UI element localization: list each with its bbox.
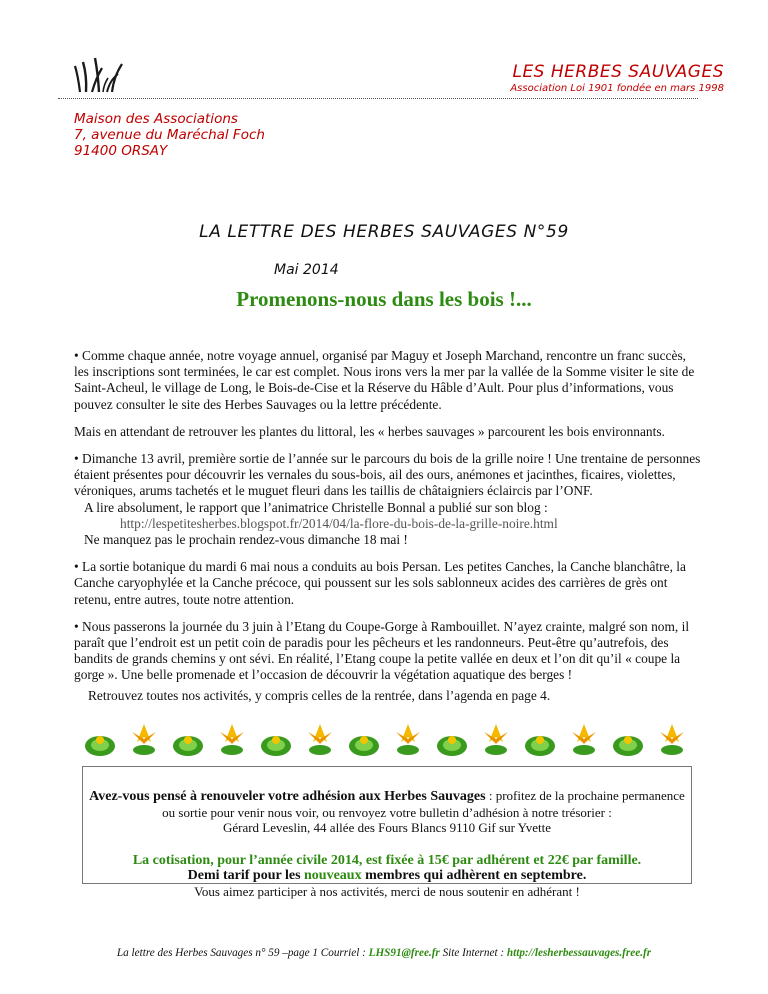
paragraph-sortie-juin: • Nous passerons la journée du 3 juin à l’Etang du Coupe-Gorge à Rambouillet. N’ayez crainte, malgré son nom, il paraît que l’endroit est un petit coin de paradis pour les pêcheurs et les randonneurs. Peut-être qu’autrefois, des bandits de grands chemins y ont sévi. En réalité, l’Etang coupe la petite vallée en deux et l’on dit qu’il « coupe la gorge ». Une belle promenade et l’occasion de découvrir la végétation aquatique des berges !: [74, 618, 690, 683]
next-meeting: Ne manquez pas le prochain rendez-vous dimanche 18 mai !: [84, 532, 408, 548]
yellow-flower-icon: [572, 724, 596, 755]
blog-mention: A lire absolument, le rapport que l’animatrice Christelle Bonnal a publié sur son blog :: [84, 499, 548, 515]
leaf-pad-icon: [349, 736, 379, 756]
org-subtitle: Association Loi 1901 fondée en mars 1998: [510, 83, 724, 94]
yellow-flower-icon: [484, 724, 508, 755]
cotisation-text: La cotisation, pour l’année civile 2014, est fixée à 15€ par adhérent et 22€ par famille.: [132, 852, 642, 868]
leaf-pad-icon: [613, 736, 643, 756]
flower-border-icon: [82, 720, 692, 758]
footer-email[interactable]: LHS91@free.fr: [368, 947, 440, 959]
half-price-b: membres qui adhèrent en septembre.: [361, 868, 587, 883]
half-price-new: nouveaux: [304, 868, 362, 883]
yellow-flower-icon: [220, 724, 244, 755]
address-block: [74, 111, 265, 159]
letter-body: [74, 348, 702, 695]
letter-title: LA LETTRE DES HERBES SAUVAGES N°59: [199, 222, 569, 242]
leaf-pad-icon: [173, 736, 203, 756]
yellow-flower-icon: [396, 724, 420, 755]
letter-date: Mai 2014: [274, 262, 339, 278]
support-text: Vous aimez participer à nos activités, merci de nous soutenir en adhérant !: [194, 883, 580, 899]
page-footer: [0, 947, 768, 959]
address-line: 91400 ORSAY: [74, 143, 168, 159]
half-price-text: [83, 868, 691, 884]
leaf-pad-icon: [85, 736, 115, 756]
yellow-flower-icon: [132, 724, 156, 755]
paragraph-voyage: • Comme chaque année, notre voyage annuel, organisé par Maguy et Joseph Marchand, rencontre un franc succès, les inscriptions sont terminées, le car est complet. Nous irons vers la mer par la vallée de la Somme visiter le site de Saint-Acheul, le village de Long, le Bois-de-Cise et la Réserve du Hâble d’Ault. Pour plus d’informations, vous pouvez consulter le site des Herbes Sauvages ou la lettre précédente.: [74, 348, 695, 412]
agenda-reminder: Retrouvez toutes nos activités, y compris celles de la rentrée, dans l’agenda en page 4.: [88, 688, 551, 703]
footer-site-label: Site Internet :: [439, 947, 507, 959]
address-line: Maison des Associations: [74, 111, 238, 127]
yellow-flower-icon: [660, 724, 684, 755]
renewal-text: [83, 788, 691, 820]
footer-site-link[interactable]: http://lesherbessauvages.free.fr: [506, 947, 652, 959]
footer-text: La lettre des Herbes Sauvages n° 59 –page 1 Courriel :: [116, 947, 369, 959]
org-name: LES HERBES SAUVAGES: [512, 62, 724, 82]
paragraph-intro: Mais en attendant de retrouver les plantes du littoral, les « herbes sauvages » parcourent les bois environnants.: [74, 423, 665, 439]
leaf-pad-icon: [437, 736, 467, 756]
treasurer-address: Gérard Leveslin, 44 allée des Fours Blancs 9110 Gif sur Yvette: [222, 820, 552, 835]
paragraph-text: • Dimanche 13 avril, première sortie de l’année sur le parcours du bois de la grille noire ! Une trentaine de personnes étaient présentes pour découvrir les vernales du sous-bois, ail des ours, anémones et jacinthes, ficaires, violettes, véroniques, arums tachetés et le muguet fleuri dans les taillis de châtaigniers éclaircis par l’ONF.: [74, 451, 701, 499]
leaf-pad-icon: [525, 736, 555, 756]
yellow-flower-icon: [308, 724, 332, 755]
dotted-divider: [58, 98, 698, 99]
leaf-pad-icon: [261, 736, 291, 756]
address-line: 7, avenue du Maréchal Foch: [74, 127, 265, 143]
paragraph-sortie-mai: • La sortie botanique du mardi 6 mai nous a conduits au bois Persan. Les petites Canches, la Canche blanchâtre, la Canche caryophylée et la Canche précoce, qui poussent sur les sols sablonneux acides des carrières de grès ont retenu, entre autres, toute notre attention.: [74, 559, 686, 607]
grass-logo-icon: [74, 54, 132, 94]
half-price-a: Demi tarif pour les: [187, 868, 305, 883]
headline: Promenons-nous dans les bois !...: [236, 287, 532, 311]
paragraph-sortie-avril: [74, 451, 702, 548]
membership-box: [82, 766, 692, 899]
renewal-details: : profitez de la prochaine permanence ou sortie pour venir nous voir, ou renvoyez votre bulletin d’adhésion à notre trésorier :: [162, 788, 685, 820]
renewal-question: Avez-vous pensé à renouveler votre adhésion aux Herbes Sauvages: [89, 789, 486, 804]
blog-link[interactable]: http://lespetitesherbes.blogspot.fr/2014/04/la-flore-du-bois-de-la-grille-noire.html: [120, 515, 558, 531]
